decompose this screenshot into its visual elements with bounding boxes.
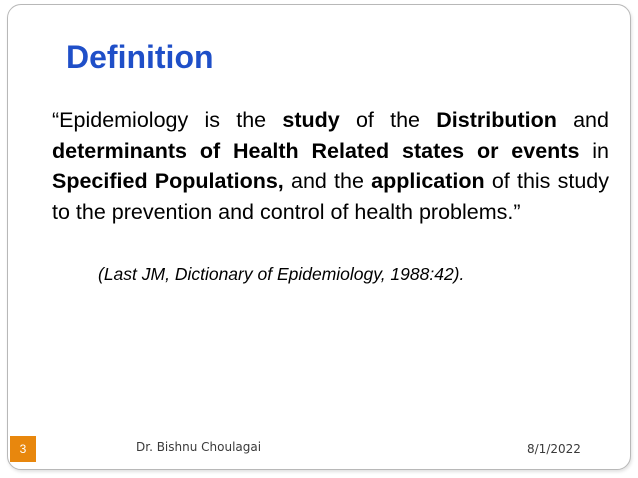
footer-date: 8/1/2022 bbox=[527, 442, 581, 456]
quote-segment-bold: Specified Populations, bbox=[52, 169, 284, 193]
quote-segment-bold: study bbox=[282, 108, 340, 132]
definition-quote bbox=[52, 105, 609, 227]
quote-segment: in bbox=[579, 138, 610, 163]
quote-segment: and bbox=[556, 108, 609, 132]
quote-segment-bold: Distribution bbox=[436, 108, 557, 132]
quote-segment: “Epidemiology is the bbox=[52, 108, 283, 132]
quote-segment: of the bbox=[339, 108, 437, 132]
footer-author: Dr. Bishnu Choulagai bbox=[136, 440, 262, 454]
quote-segment: and the bbox=[283, 169, 372, 193]
slide-number-badge: 3 bbox=[10, 436, 36, 462]
quote-segment-bold: determinants of Health Related states or events bbox=[52, 138, 580, 163]
slide-title: Definition bbox=[66, 39, 214, 75]
quote-segment-bold: application bbox=[371, 169, 485, 193]
quote-segment: of this study to the prevention and control of health problems.” bbox=[52, 169, 610, 224]
citation: (Last JM, Dictionary of Epidemiology, 1988:42). bbox=[98, 264, 465, 284]
